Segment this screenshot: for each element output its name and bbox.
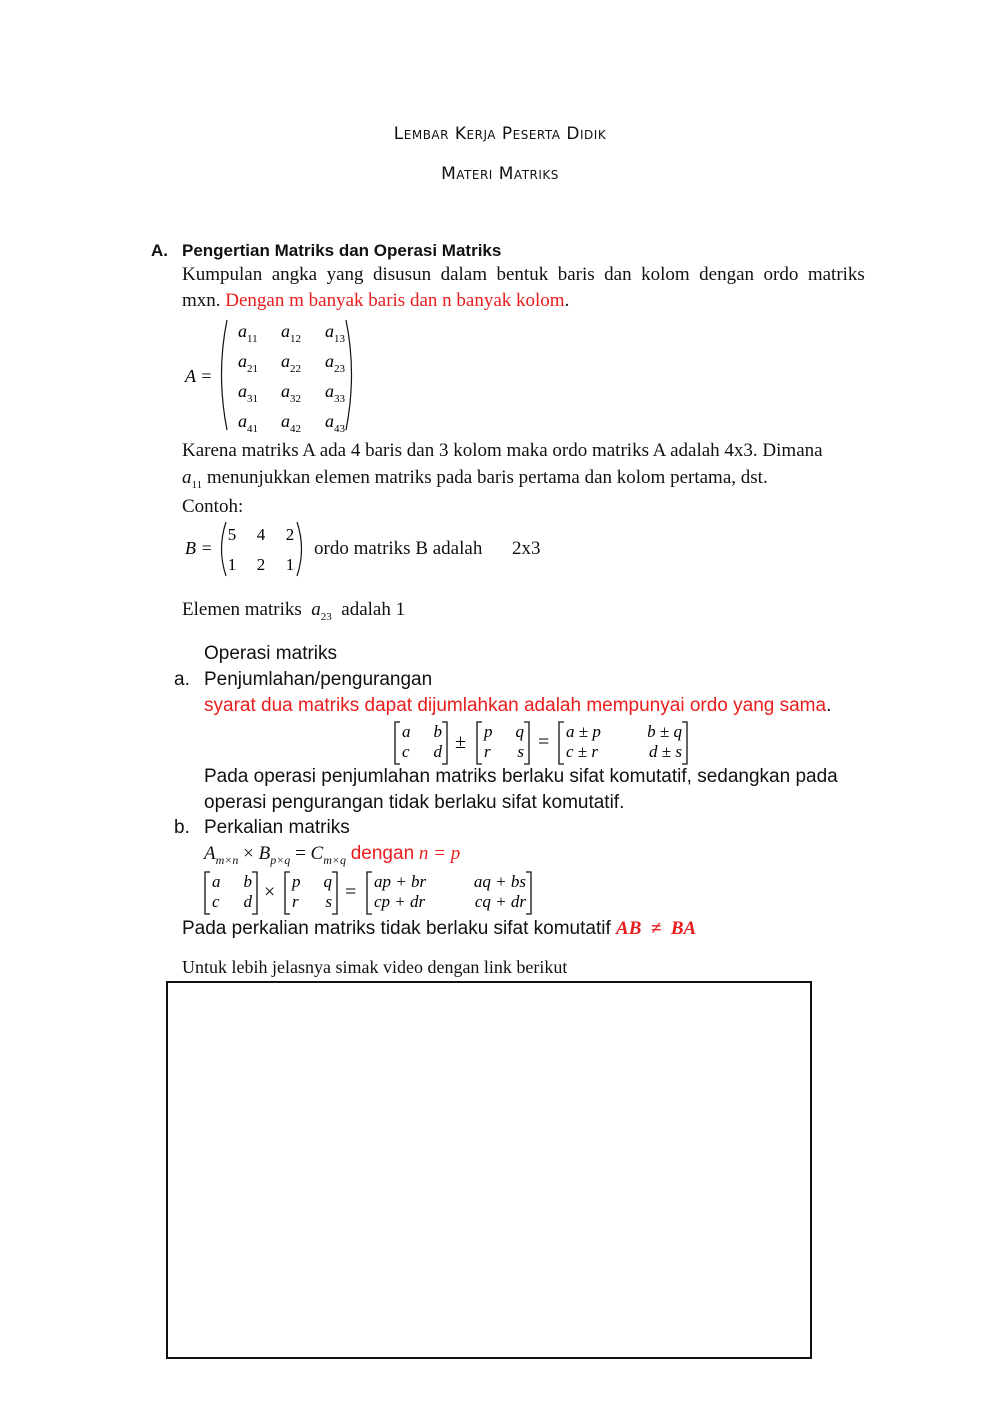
item-b-title: Perkalian matriks xyxy=(204,817,350,838)
rule-C: C xyxy=(310,843,324,864)
definition-highlight: Dengan m banyak baris dan n banyak kolom xyxy=(225,290,565,311)
matrix-a-label: A = xyxy=(185,366,213,386)
matrix-b-cell: 4 xyxy=(256,525,266,544)
right-paren xyxy=(297,522,302,576)
matrix-cell: a ± p xyxy=(566,722,601,741)
matrix-a-cells xyxy=(238,321,346,435)
operator: = xyxy=(345,881,357,903)
matrix-cell: q xyxy=(515,722,524,741)
matrix-cell: cp + dr xyxy=(374,892,426,911)
ordo-text: ordo matriks B adalah xyxy=(314,538,483,559)
matrix-b-cell: 1 xyxy=(227,555,237,574)
multiplication-rule xyxy=(204,843,460,868)
definition-line-1: Kumpulan angka yang disusun dalam bentuk baris dan kolom dengan ordo matriks xyxy=(182,264,865,285)
matrix-cell: c xyxy=(212,892,220,911)
addition-rule-highlight: syarat dua matriks dapat dijumlahkan adalah mempunyai ordo yang sama xyxy=(204,695,827,716)
definition-period: . xyxy=(564,290,570,311)
matrix-a-cell: $a_{23}$ xyxy=(325,351,345,375)
addition-formula xyxy=(390,718,700,768)
left-bracket xyxy=(395,722,400,764)
item-b-marker: b. xyxy=(174,817,190,838)
item-a-title: Penjumlahan/pengurangan xyxy=(204,669,433,690)
multiplication-formula-parts xyxy=(205,872,531,914)
addition-formula-parts xyxy=(395,722,687,764)
matrix-cell: aq + bs xyxy=(473,872,526,891)
right-bracket xyxy=(252,872,257,914)
right-bracket xyxy=(442,722,447,764)
rule-C-sub: m×q xyxy=(323,852,346,867)
matrix-cell: p xyxy=(484,722,493,741)
operator: × xyxy=(264,881,276,903)
explanation-text: menunjukkan elemen matriks pada baris pertama dan kolom pertama, dst. xyxy=(202,467,768,488)
video-caption: Untuk lebih jelasnya simak video dengan link berikut xyxy=(182,957,568,977)
element-line xyxy=(182,597,405,630)
matrix-cell: q xyxy=(323,872,332,891)
operations-title: Operasi matriks xyxy=(204,643,338,664)
subscript: 41 xyxy=(247,423,258,435)
right-bracket xyxy=(682,722,687,764)
rule-times: × xyxy=(243,843,254,864)
video-frame[interactable] xyxy=(166,981,812,1359)
multiplication-note-text: Pada perkalian matriks tidak berlaku sifat komutatif xyxy=(182,918,611,939)
matrix-cell: d ± s xyxy=(649,742,682,761)
left-bracket xyxy=(477,722,482,764)
left-bracket xyxy=(559,722,564,764)
matrix-cell: c xyxy=(402,742,410,761)
matrix-a-cell: $a_{33}$ xyxy=(325,381,345,405)
item-a-marker: a. xyxy=(174,669,190,690)
element-var: a xyxy=(311,599,321,620)
section-marker: A. xyxy=(151,241,168,260)
matrix-cell: cq + dr xyxy=(474,892,526,911)
matrix-b-cell: 1 xyxy=(285,555,295,574)
matrix-a-cell: $a_{43}$ xyxy=(325,411,345,435)
rule-dengan: dengan xyxy=(350,843,415,864)
matrix-cell: s xyxy=(517,742,524,761)
definition-line-2 xyxy=(182,288,569,314)
multiplication-note xyxy=(182,918,696,940)
matrix-cell: a xyxy=(212,872,221,891)
matrix-a-cell: $a_{42}$ xyxy=(281,411,301,435)
subscript: 31 xyxy=(247,393,258,405)
matrix-a-cell: $a_{13}$ xyxy=(325,321,345,345)
subscript: 22 xyxy=(290,363,301,375)
rule-condition: n = p xyxy=(418,843,461,864)
rule-A-sub: m×n xyxy=(215,852,239,867)
multiplication-formula xyxy=(200,868,550,918)
matrix-a xyxy=(180,314,380,438)
subscript: 32 xyxy=(290,393,301,405)
element-sub: 23 xyxy=(320,610,332,623)
definition-text: mxn. xyxy=(182,290,226,311)
matrix-cell: b ± q xyxy=(647,722,682,741)
matrix-cell: d xyxy=(243,892,252,911)
subscript: 11 xyxy=(247,333,258,345)
page-subtitle: Materi Matriks xyxy=(441,164,559,184)
left-bracket xyxy=(285,872,290,914)
multiplication-note-formula: AB ≠ BA xyxy=(616,918,697,939)
matrix-b-label: B = xyxy=(185,538,213,558)
rule-B-sub: p×q xyxy=(270,852,291,867)
element-prefix: Elemen matriks xyxy=(182,599,302,620)
matrix-a-cell: $a_{41}$ xyxy=(238,411,258,435)
subscript: 21 xyxy=(247,363,258,375)
rule-eq: = xyxy=(295,843,306,864)
matrix-a-cell: $a_{11}$ xyxy=(238,321,258,345)
matrix-cell: ap + br xyxy=(374,872,427,891)
operator: = xyxy=(538,731,550,753)
matrix-cell: b xyxy=(243,872,252,891)
left-paren xyxy=(222,522,227,576)
matrix-a-cell: $a_{21}$ xyxy=(238,351,258,375)
rule-A: A xyxy=(204,843,216,864)
matrix-a-cell: $a_{22}$ xyxy=(281,351,301,375)
matrix-cell: s xyxy=(325,892,332,911)
element-suffix: adalah 1 xyxy=(341,599,406,620)
right-bracket xyxy=(332,872,337,914)
subscript: 23 xyxy=(334,363,345,375)
right-paren xyxy=(346,320,352,430)
subscript: 12 xyxy=(290,333,301,345)
matrix-cell: p xyxy=(292,872,301,891)
left-paren xyxy=(222,320,228,430)
matrix-b-cell: 2 xyxy=(256,555,266,574)
explanation-line-1: Karena matriks A ada 4 baris dan 3 kolom maka ordo matriks A adalah 4x3. Dimana xyxy=(182,440,823,461)
matrix-cell: r xyxy=(292,892,299,911)
explanation-line-2 xyxy=(182,465,768,498)
left-bracket xyxy=(205,872,210,914)
matrix-b-cell: 5 xyxy=(227,525,237,544)
contoh-label: Contoh: xyxy=(182,496,244,517)
page-title: Lembar Kerja Peserta Didik xyxy=(393,124,607,144)
matrix-cell: r xyxy=(484,742,491,761)
subscript: 33 xyxy=(334,393,345,405)
addition-rule xyxy=(204,695,831,717)
matrix-b-cell: 2 xyxy=(285,525,295,544)
right-bracket xyxy=(526,872,531,914)
var-sub: 11 xyxy=(191,478,203,491)
subscript: 43 xyxy=(334,423,345,435)
matrix-b-cells xyxy=(228,525,295,574)
matrix-a-cell: $a_{32}$ xyxy=(281,381,301,405)
matrix-a-cell: $a_{31}$ xyxy=(238,381,258,405)
addition-rule-end: . xyxy=(826,695,832,716)
section-heading: Pengertian Matriks dan Operasi Matriks xyxy=(182,241,502,260)
operator: ± xyxy=(455,731,466,753)
addition-note-1: Pada operasi penjumlahan matriks berlaku sifat komutatif, sedangkan pada xyxy=(204,766,838,787)
var-a: a xyxy=(182,467,192,488)
ordo-value: 2x3 xyxy=(512,538,541,559)
matrix-cell: c ± r xyxy=(566,742,598,761)
matrix-cell: b xyxy=(433,722,442,741)
subscript: 13 xyxy=(334,333,345,345)
right-bracket xyxy=(524,722,529,764)
left-bracket xyxy=(367,872,372,914)
matrix-cell: d xyxy=(433,742,442,761)
rule-B: B xyxy=(258,843,271,864)
matrix-a-cell: $a_{12}$ xyxy=(281,321,301,345)
matrix-cell: a xyxy=(402,722,411,741)
subscript: 42 xyxy=(290,423,301,435)
addition-note-2: operasi pengurangan tidak berlaku sifat komutatif. xyxy=(204,792,625,813)
matrix-b xyxy=(180,518,310,580)
